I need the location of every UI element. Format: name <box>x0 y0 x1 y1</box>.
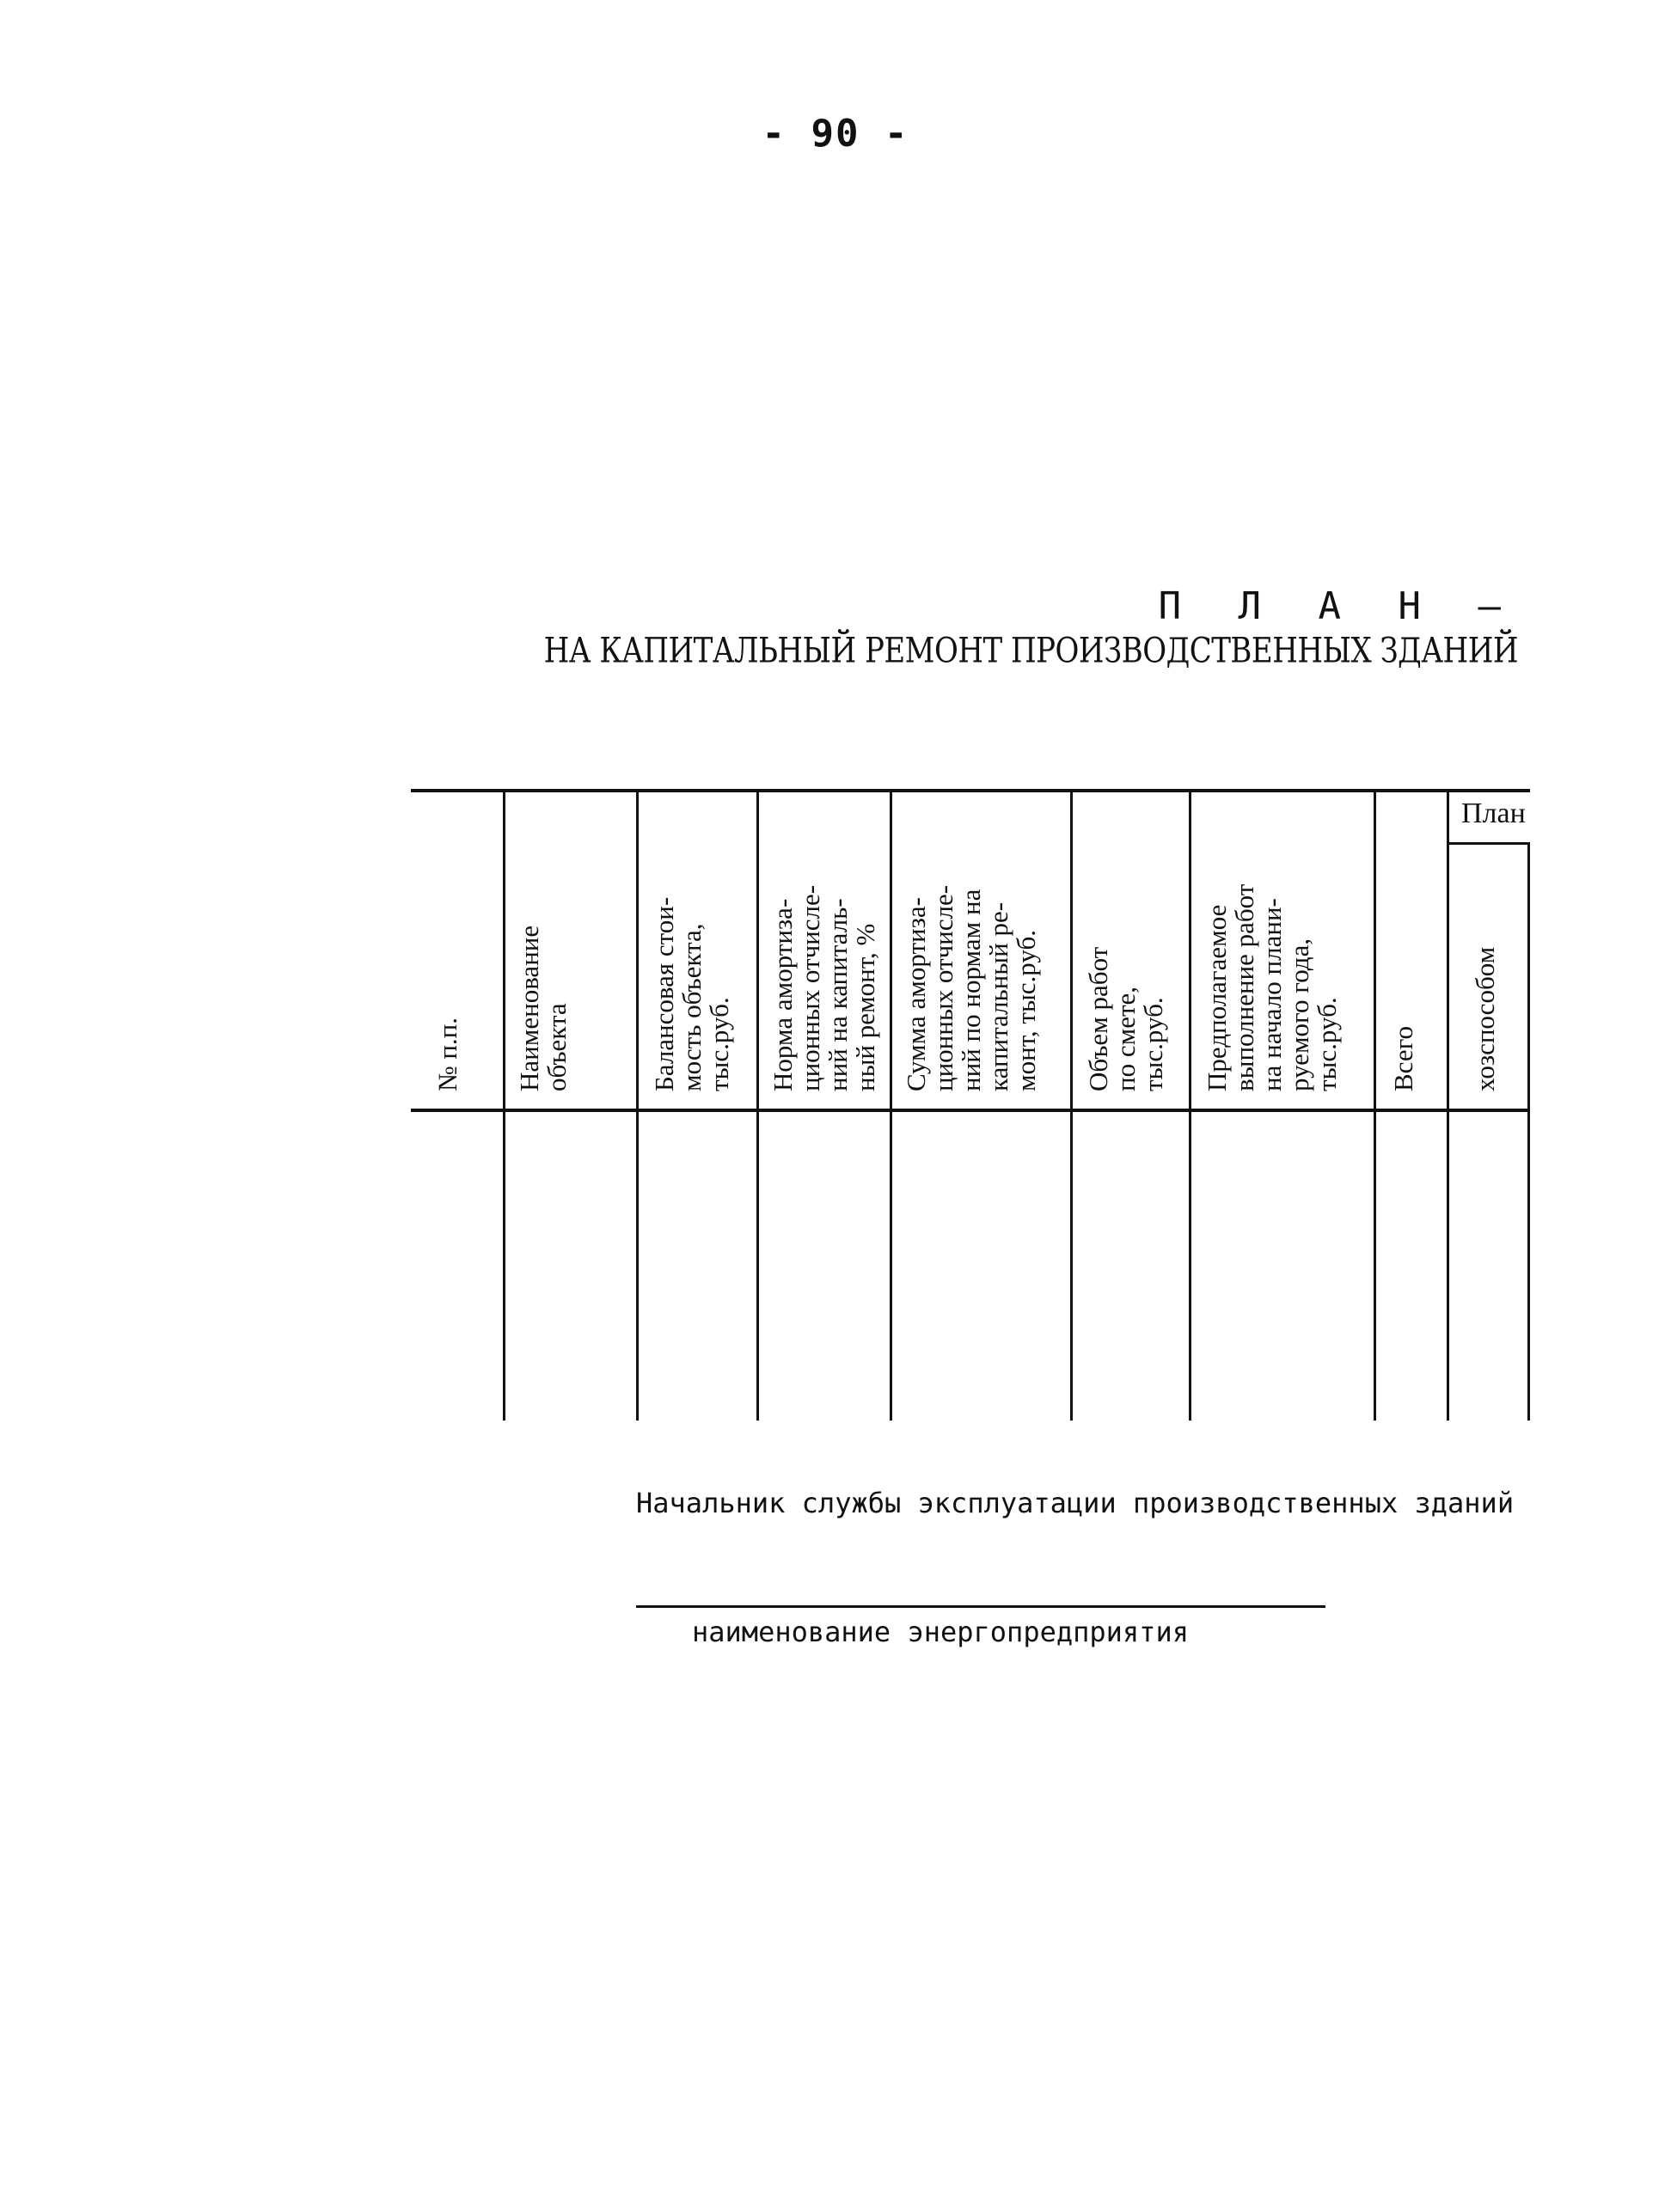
document-title: П Л А Н – <box>1158 584 1518 628</box>
header-bottom-border <box>411 1109 1530 1112</box>
column-divider <box>1447 789 1449 1421</box>
column-divider <box>1070 789 1073 1421</box>
group-header-border <box>1447 842 1530 845</box>
signature-line <box>636 1605 1325 1608</box>
organization-caption: наименование энергопредприятия <box>692 1616 1189 1648</box>
column-divider <box>636 789 639 1421</box>
column-divider <box>890 789 892 1421</box>
column-divider <box>1189 789 1191 1421</box>
page-number: - 90 - <box>762 112 909 156</box>
group-header-plan: План <box>1461 797 1526 829</box>
signature-title: Начальник службы эксплуатации производственных зданий <box>636 1487 1515 1519</box>
column-divider <box>503 789 505 1421</box>
column-divider <box>756 789 759 1421</box>
column-divider <box>1374 789 1376 1421</box>
document-subtitle: НА КАПИТАЛЬНЫЙ РЕМОНТ ПРОИЗВОДСТВЕННЫХ ЗДАНИЙ <box>543 631 1518 672</box>
table-top-border <box>411 789 1530 792</box>
column-divider <box>1527 844 1530 1421</box>
